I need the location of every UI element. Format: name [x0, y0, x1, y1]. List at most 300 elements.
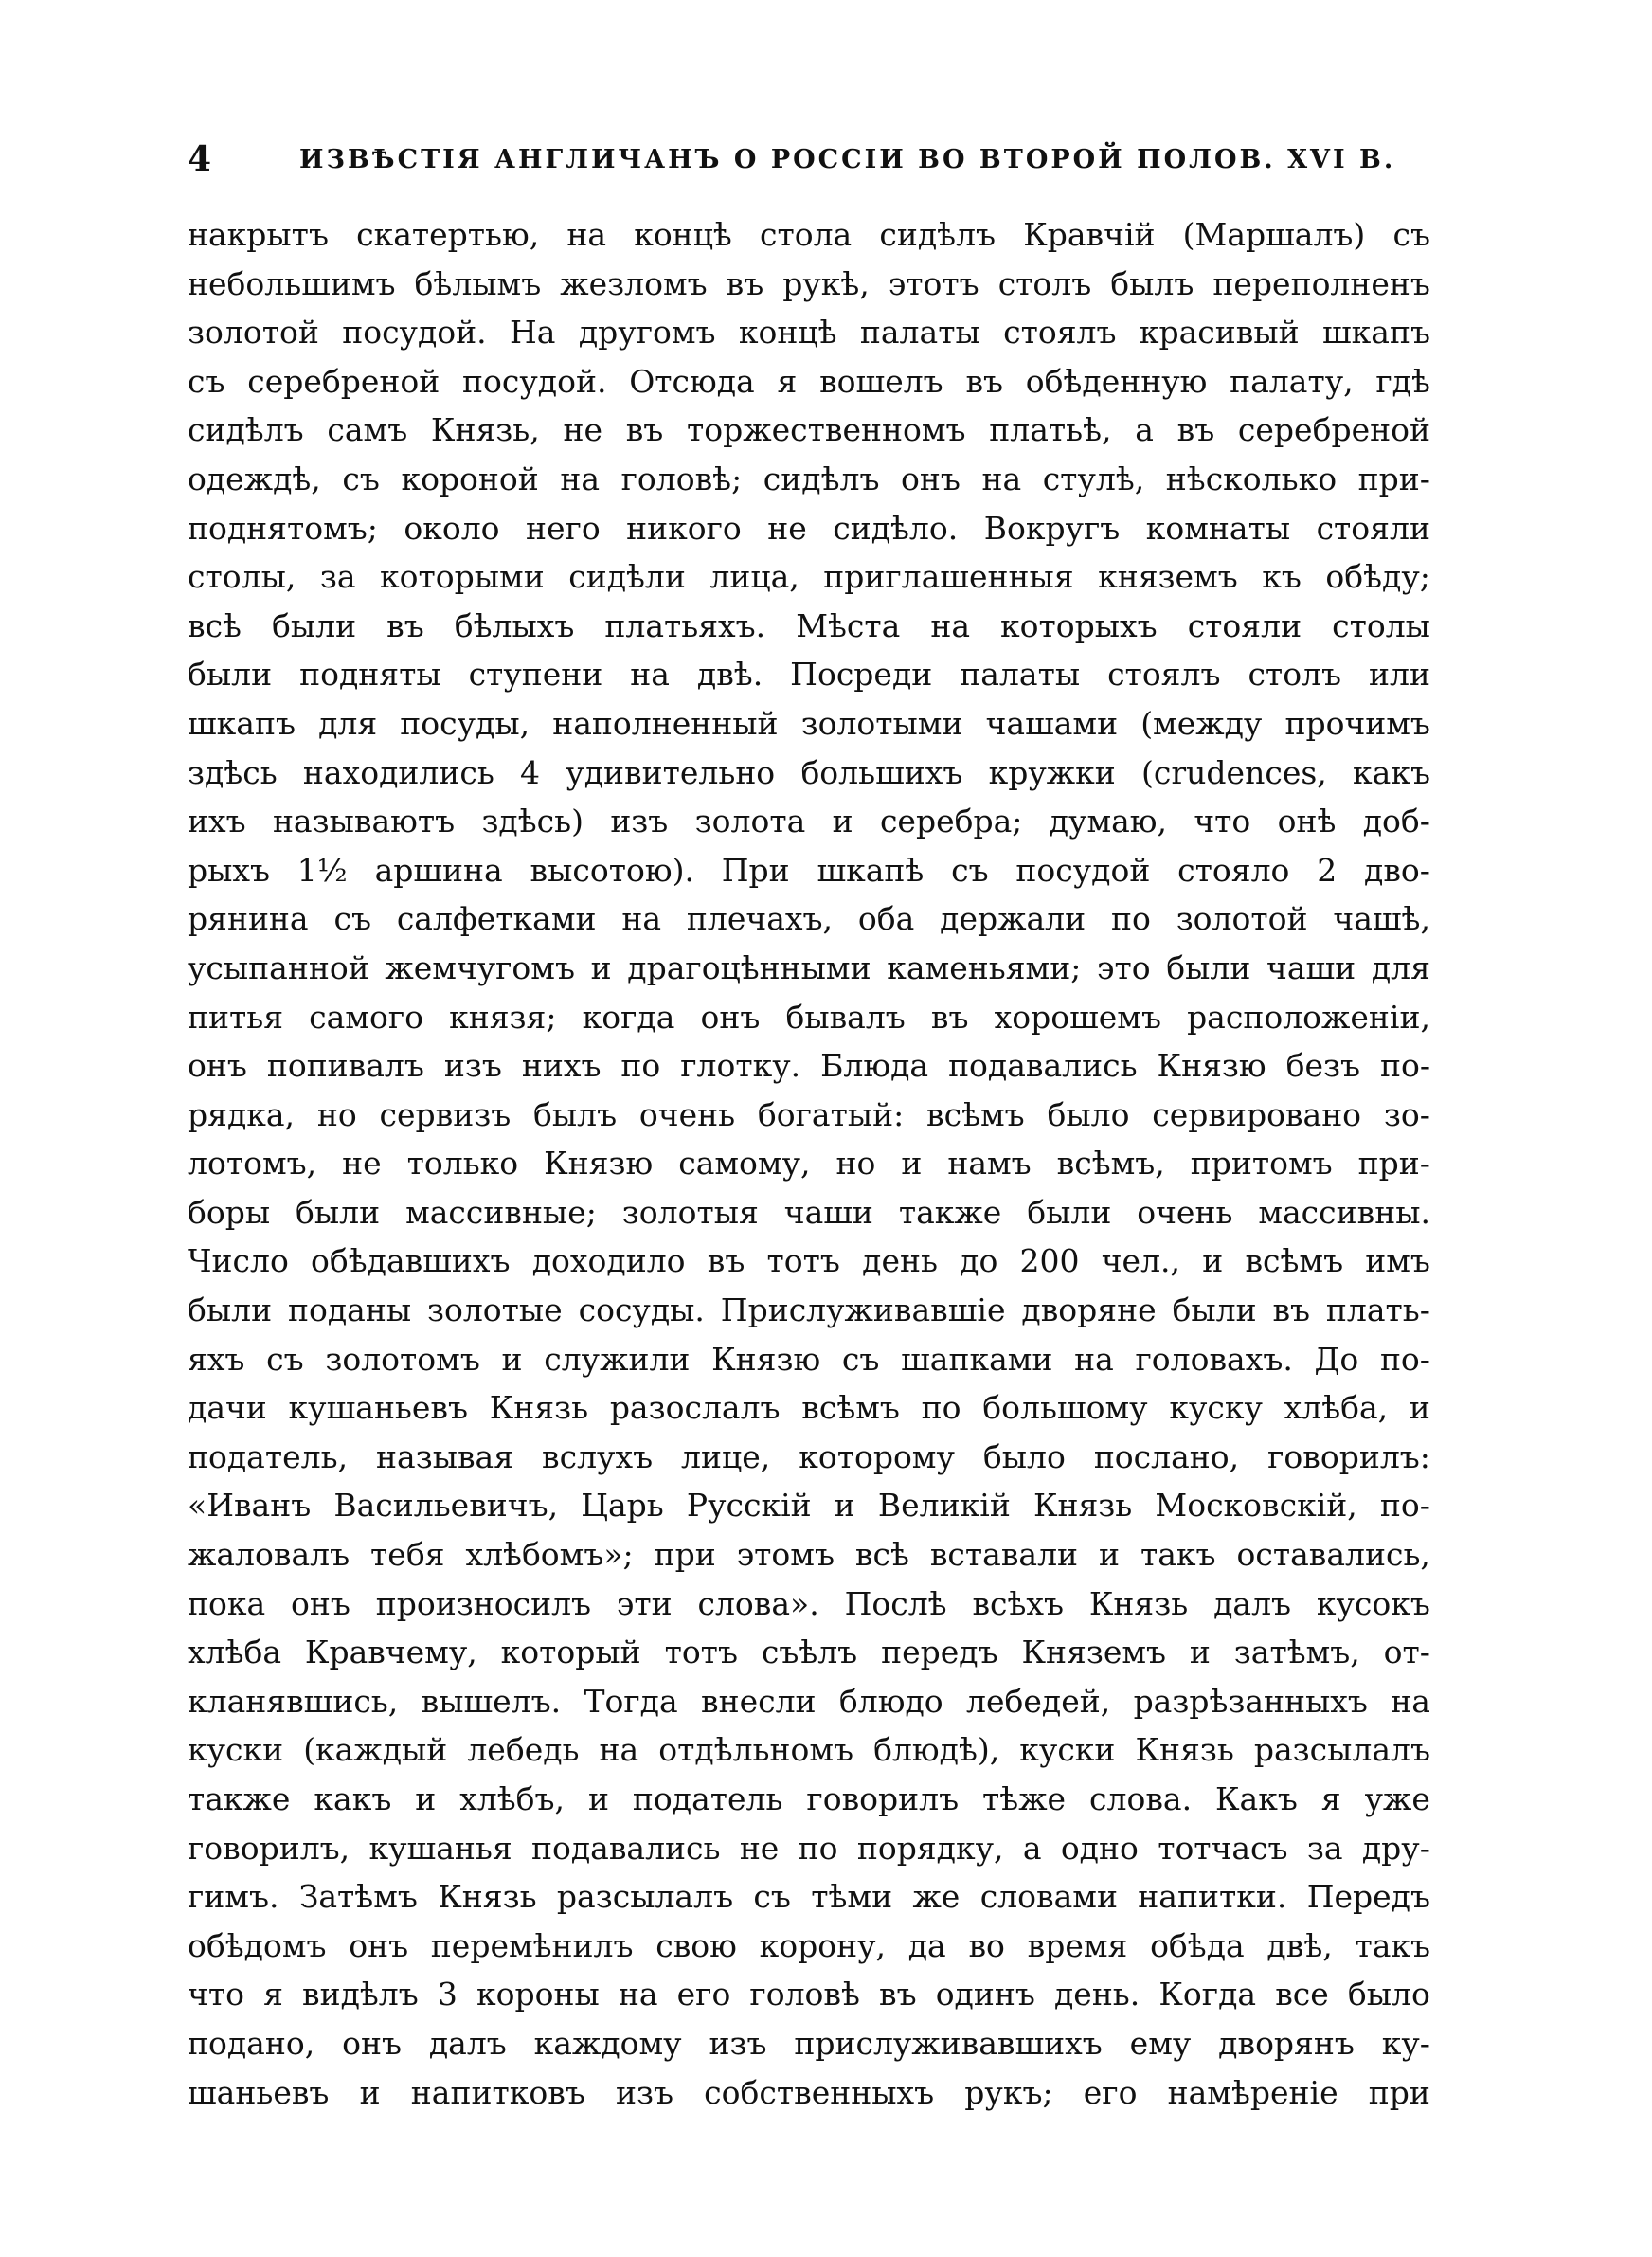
text-line — [188, 1530, 1430, 1580]
word: плечахъ, — [686, 900, 833, 938]
word: видѣлъ — [302, 1976, 419, 2013]
word: также — [898, 1193, 1002, 1231]
word: обѣду; — [1325, 558, 1430, 596]
word: красивый — [1139, 314, 1300, 352]
text-line — [188, 1481, 1430, 1530]
word: палаты — [960, 656, 1081, 694]
word: изъ — [615, 2073, 673, 2111]
word: былъ — [1110, 264, 1194, 302]
word: что — [188, 1976, 244, 2013]
word: вошелъ — [819, 362, 943, 400]
word: ему — [1129, 2024, 1192, 2062]
word: Князь — [438, 1878, 537, 1916]
word: на — [618, 1976, 658, 2013]
text-line — [188, 2068, 1430, 2118]
word: были — [188, 1291, 273, 1329]
word: также — [188, 1780, 291, 1817]
word: называютъ — [272, 803, 456, 840]
word: посудой. — [462, 362, 607, 400]
text-line — [188, 455, 1430, 504]
word: передъ — [881, 1634, 998, 1671]
word: тебя — [370, 1536, 445, 1574]
word: онъ — [700, 998, 761, 1036]
word: Князь — [1088, 1584, 1189, 1622]
word: здѣсь) — [481, 803, 584, 840]
word: подавались — [948, 1047, 1138, 1085]
word: послано, — [1093, 1437, 1240, 1475]
text-line — [188, 1335, 1430, 1384]
word: куску — [1169, 1389, 1263, 1427]
word: стояло — [1177, 851, 1290, 889]
word: обѣдомъ — [188, 1926, 327, 1964]
word: Посреди — [790, 656, 933, 694]
word: свою — [655, 1926, 737, 1964]
word: день — [862, 1242, 938, 1280]
word: тотъ — [766, 1242, 840, 1280]
word: онѣ — [1277, 803, 1337, 840]
word: тотъ — [664, 1634, 738, 1671]
word: (Маршалъ) — [1182, 216, 1366, 253]
word: напитки. — [1138, 1878, 1287, 1916]
word: ихъ — [188, 803, 246, 840]
text-line — [188, 1383, 1430, 1433]
word: палаты — [859, 314, 980, 352]
word: отдѣльномъ — [658, 1731, 854, 1769]
word: на — [560, 460, 601, 497]
word: были — [1172, 1291, 1257, 1329]
text-line — [188, 1628, 1430, 1677]
word: кусокъ — [1316, 1584, 1430, 1622]
word: по- — [1379, 1487, 1430, 1525]
word: накрытъ — [188, 216, 329, 253]
word: небольшимъ — [188, 264, 396, 302]
word: Князь — [1032, 1487, 1133, 1525]
word: уже — [1364, 1780, 1430, 1817]
word: рядка, — [188, 1095, 296, 1133]
word: дворяне — [1021, 1291, 1157, 1329]
word: во — [968, 1926, 1005, 1964]
word: столы, — [188, 558, 296, 596]
word: я — [263, 1976, 283, 2013]
word: собственныхъ — [704, 2073, 935, 2111]
word: далъ — [428, 2024, 507, 2062]
word: называя — [376, 1437, 514, 1475]
word: на — [1391, 1682, 1430, 1720]
word: стояли — [1187, 606, 1302, 644]
word: за — [1306, 1829, 1343, 1867]
word: шкапѣ — [817, 851, 925, 889]
word: посудой. — [342, 314, 487, 352]
word: концѣ — [738, 314, 837, 352]
text-line — [188, 699, 1430, 749]
word: До — [1314, 1340, 1359, 1378]
word: 1½ — [296, 851, 348, 889]
word: былъ — [533, 1095, 618, 1133]
word: которыхъ — [1000, 606, 1158, 644]
word: были — [296, 1193, 381, 1231]
word: серебреной — [1237, 411, 1430, 449]
word: хлѣбомъ»; — [465, 1536, 634, 1574]
word: по — [921, 1389, 961, 1427]
word: дворянъ — [1218, 2024, 1355, 2062]
word: гдѣ — [1375, 362, 1430, 400]
word: кушанья — [368, 1829, 512, 1867]
word: поднятомъ; — [188, 509, 378, 547]
word: оба — [857, 900, 915, 938]
word: золотыя — [621, 1193, 759, 1231]
word: которыми — [380, 558, 545, 596]
text-line — [188, 260, 1430, 309]
word: или — [1369, 656, 1430, 694]
word: съѣлъ — [761, 1634, 858, 1671]
text-line — [188, 552, 1430, 602]
word: расположеніи, — [1187, 998, 1430, 1036]
word: говорилъ — [806, 1780, 960, 1817]
text-line — [188, 406, 1430, 455]
word: находились — [302, 753, 494, 791]
word: все — [1275, 1976, 1329, 2013]
word: и — [415, 1780, 437, 1817]
word: наполненный — [552, 704, 779, 742]
word: 200 — [1019, 1242, 1080, 1280]
word: было — [1347, 1976, 1430, 2013]
word: напитковъ — [410, 2073, 585, 2111]
word: Русскій — [686, 1487, 812, 1525]
word: онъ — [342, 2024, 402, 2062]
word: драгоцѣнными — [627, 948, 871, 986]
word: (crudences, — [1141, 753, 1327, 791]
word: держали — [940, 900, 1086, 938]
word: порядку, — [856, 1829, 1004, 1867]
word: дачи — [188, 1389, 267, 1427]
word: и — [590, 948, 612, 986]
word: золота — [694, 803, 806, 840]
word: не — [739, 1829, 780, 1867]
word: корону, — [759, 1926, 886, 1964]
word: короной — [401, 460, 539, 497]
word: податель — [632, 1780, 783, 1817]
word: дру- — [1361, 1829, 1430, 1867]
word: Затѣмъ — [298, 1878, 418, 1916]
word: князя; — [449, 998, 557, 1036]
word: но — [835, 1145, 876, 1183]
word: головѣ — [749, 1976, 860, 2013]
word: разослалъ — [609, 1389, 781, 1427]
word: въ — [879, 1976, 917, 2013]
word: и — [1409, 1389, 1430, 1427]
word: по — [620, 1047, 661, 1085]
word: попивалъ — [266, 1047, 424, 1085]
word: да — [907, 1926, 946, 1964]
word: далъ — [1213, 1584, 1292, 1622]
word: лица, — [709, 558, 799, 596]
word: 3 — [437, 1976, 458, 2013]
word: для — [1371, 948, 1430, 986]
text-line — [188, 797, 1430, 846]
word: ступени — [468, 656, 603, 694]
word: не — [767, 509, 807, 547]
word: въ — [1176, 411, 1215, 449]
word: стоялъ — [1107, 656, 1221, 694]
word: кушаньевъ — [288, 1389, 469, 1427]
text-line — [188, 357, 1430, 406]
word: намѣреніе — [1167, 2073, 1338, 2111]
text-line — [188, 1139, 1430, 1188]
word: высотою). — [530, 851, 694, 889]
word: переполненъ — [1212, 264, 1430, 302]
word: время — [1027, 1926, 1128, 1964]
word: золотомъ — [325, 1340, 480, 1378]
word: платьяхъ. — [604, 606, 766, 644]
text-line — [188, 1091, 1430, 1140]
word: онъ — [901, 460, 961, 497]
word: сервизъ — [379, 1095, 512, 1133]
word: большому — [982, 1389, 1148, 1427]
word: были — [188, 656, 273, 694]
word: одно — [1060, 1829, 1139, 1867]
word: при- — [1357, 1145, 1430, 1183]
word: «Иванъ — [188, 1487, 312, 1525]
word: золотыми — [800, 704, 963, 742]
word: изъ — [443, 1047, 502, 1085]
word: по — [798, 1829, 838, 1867]
word: плать- — [1325, 1291, 1430, 1329]
word: жезломъ — [560, 264, 708, 302]
word: нихъ — [521, 1047, 602, 1085]
word: двѣ. — [696, 656, 763, 694]
word: Князь — [489, 1389, 589, 1427]
word: въ — [930, 998, 969, 1036]
word: аршина — [374, 851, 503, 889]
word: имъ — [1365, 1242, 1430, 1280]
word: который — [500, 1634, 641, 1671]
word: стулѣ, — [1042, 460, 1145, 497]
text-line — [188, 1237, 1430, 1286]
word: золотой — [1176, 900, 1308, 938]
word: двѣ, — [1266, 1926, 1333, 1964]
word: было — [1047, 1095, 1130, 1133]
word: я — [777, 362, 798, 400]
word: рыхъ — [188, 851, 270, 889]
word: приглашенныя — [823, 558, 1074, 596]
word: усыпанной — [188, 948, 369, 986]
word: для — [318, 704, 378, 742]
word: на — [566, 216, 607, 253]
word: золотые — [426, 1291, 563, 1329]
word: на — [981, 460, 1022, 497]
text-line — [188, 1775, 1430, 1824]
word: слова. — [1089, 1780, 1193, 1817]
word: Великій — [877, 1487, 1011, 1525]
word: и — [1099, 1536, 1120, 1574]
word: затѣмъ, — [1233, 1634, 1360, 1671]
text-line — [188, 1433, 1430, 1482]
word: бѣлымъ — [414, 264, 542, 302]
word: подано, — [188, 2024, 315, 2062]
word: сервировано — [1152, 1095, 1362, 1133]
word: тѣми — [811, 1878, 893, 1916]
word: Князю — [711, 1340, 821, 1378]
word: шапками — [901, 1340, 1053, 1378]
word: въ — [726, 264, 764, 302]
word: съ — [951, 851, 989, 889]
text-line — [188, 993, 1430, 1042]
word: около — [404, 509, 500, 547]
word: головѣ; — [620, 460, 743, 497]
word: лице, — [681, 1437, 771, 1475]
word: всѣ — [188, 606, 242, 644]
word: жаловалъ — [188, 1536, 350, 1574]
word: одинъ — [935, 1976, 1035, 2013]
word: притомъ — [1190, 1145, 1333, 1183]
word: глотку. — [680, 1047, 801, 1085]
word: чел., — [1101, 1242, 1181, 1280]
word: шкапъ — [188, 704, 296, 742]
word: въ — [386, 606, 424, 644]
text-line — [188, 1677, 1430, 1726]
word: съ — [333, 900, 371, 938]
word: прочимъ — [1284, 704, 1430, 742]
word: оставались, — [1236, 1536, 1430, 1574]
word: доб- — [1362, 803, 1430, 840]
word: большихъ — [800, 753, 963, 791]
text-line — [188, 1286, 1430, 1335]
word: не — [342, 1145, 382, 1183]
word: и — [901, 1145, 923, 1183]
word: за — [319, 558, 356, 596]
word: поданы — [287, 1291, 412, 1329]
word: Отсюда — [629, 362, 755, 400]
word: были — [272, 606, 357, 644]
word: Какъ — [1215, 1780, 1298, 1817]
word: очень — [1137, 1193, 1233, 1231]
word: столъ — [997, 264, 1092, 302]
word: концѣ — [634, 216, 732, 253]
word: онъ — [188, 1047, 247, 1085]
word: лебедь — [467, 1731, 580, 1769]
word: всѣмъ — [1245, 1242, 1344, 1280]
word: сидѣло. — [833, 509, 959, 547]
word: но — [316, 1095, 357, 1133]
word: 4 — [520, 753, 541, 791]
word: не — [563, 411, 602, 449]
word: были — [1166, 948, 1251, 986]
word: внесли — [701, 1682, 817, 1720]
page-number: 4 — [188, 139, 212, 179]
word: княземъ — [1098, 558, 1238, 596]
word: при — [654, 1536, 716, 1574]
word: по — [1110, 900, 1151, 938]
word: онъ — [291, 1584, 350, 1622]
word: и — [359, 2073, 381, 2111]
word: жемчугомъ — [385, 948, 575, 986]
word: вставали — [929, 1536, 1079, 1574]
word: въ — [1272, 1291, 1311, 1329]
word: другомъ — [578, 314, 716, 352]
word: каждому — [533, 2024, 682, 2062]
word: и — [1189, 1634, 1211, 1671]
word: столъ — [1248, 656, 1342, 694]
word: изъ — [709, 2024, 767, 2062]
word: какъ — [1353, 753, 1430, 791]
word: куски — [1019, 1731, 1116, 1769]
running-title: ИЗВѢСТІЯ АНГЛИЧАНЪ О РОССІИ ВО ВТОРОЙ ПОЛОВ. XVI В. — [299, 144, 1396, 174]
word: торжественномъ — [687, 411, 966, 449]
word: самъ — [327, 411, 408, 449]
word: было — [982, 1437, 1066, 1475]
word: что — [1194, 803, 1251, 840]
word: какъ — [314, 1780, 392, 1817]
word: короны — [476, 1976, 600, 2013]
text-line — [188, 308, 1430, 357]
word: на — [621, 900, 662, 938]
word: такъ — [1355, 1926, 1430, 1964]
word: золотой — [188, 314, 319, 352]
word: обѣденную — [1025, 362, 1208, 400]
word: Кравчій — [1023, 216, 1156, 253]
word: чашѣ, — [1333, 900, 1430, 938]
word: его — [676, 1976, 731, 2013]
text-line — [188, 749, 1430, 798]
word: этотъ — [888, 264, 979, 302]
word: Московскій, — [1155, 1487, 1357, 1525]
word: пока — [188, 1584, 266, 1622]
word: лебедей, — [965, 1682, 1111, 1720]
word: Васильевичъ, — [333, 1487, 559, 1525]
word: съ — [753, 1878, 791, 1916]
word: блюдѣ), — [873, 1731, 1000, 1769]
word: богатый: — [757, 1095, 905, 1133]
word: хлѣбъ, — [459, 1780, 566, 1817]
word: съ — [1392, 216, 1430, 253]
word: комнаты — [1145, 509, 1291, 547]
word: платьѣ, — [989, 411, 1112, 449]
word: съ — [188, 362, 225, 400]
word: подняты — [299, 656, 441, 694]
word: эти — [616, 1584, 673, 1622]
word: къ — [1262, 558, 1302, 596]
word: прислуживавшихъ — [794, 2024, 1103, 2062]
word: доходило — [531, 1242, 686, 1280]
word: ку- — [1381, 2024, 1430, 2062]
word: чаши — [783, 1193, 873, 1231]
word: обѣда — [1150, 1926, 1245, 1964]
word: и — [832, 803, 853, 840]
word: шкапъ — [1321, 314, 1430, 352]
word: никого — [626, 509, 742, 547]
word: это — [1096, 948, 1151, 986]
word: безъ — [1285, 1047, 1361, 1085]
text-line — [188, 1970, 1430, 2019]
word: На — [510, 314, 556, 352]
word: стола — [759, 216, 853, 253]
word: онъ — [349, 1926, 409, 1964]
word: разсылалъ — [556, 1878, 734, 1916]
word: стояли — [1316, 509, 1430, 547]
word: бѣлыхъ — [454, 606, 575, 644]
running-header — [188, 133, 1438, 186]
word: и — [587, 1780, 609, 1817]
word: кланявшись, — [188, 1682, 399, 1720]
word: до — [960, 1242, 998, 1280]
word: въ — [965, 362, 1004, 400]
word: Князю — [1157, 1047, 1266, 1085]
word: нѣсколько — [1165, 460, 1338, 497]
word: такъ — [1140, 1536, 1216, 1574]
word: которому — [799, 1437, 955, 1475]
word: тотчасъ — [1158, 1829, 1288, 1867]
word: Мѣста — [796, 606, 901, 644]
